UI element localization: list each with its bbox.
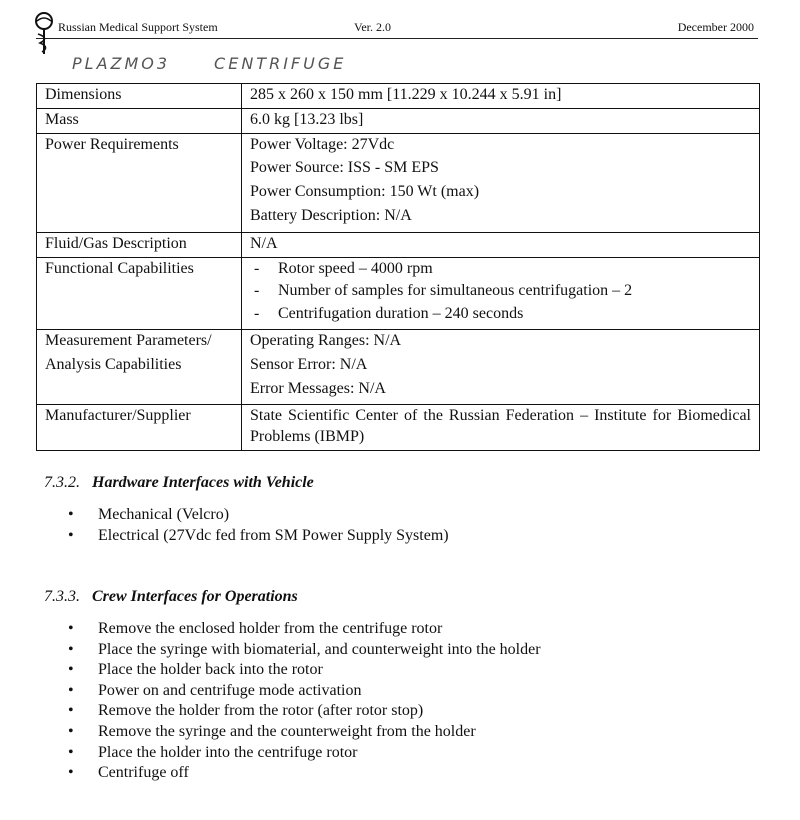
section-title: Crew Interfaces for Operations — [92, 588, 298, 605]
list-item: - Rotor speed – 4000 rpm — [250, 259, 751, 280]
battery-description: Battery Description: N/A — [250, 206, 412, 224]
row-value: N/A — [242, 232, 760, 257]
header-date: December 2000 — [677, 20, 754, 34]
row-value: 285 x 260 x 150 mm [11.229 x 10.244 x 5.91 in] — [242, 84, 760, 109]
table-row-power — [37, 133, 760, 232]
table-row-measurement — [37, 329, 760, 404]
table-row-dimensions — [37, 84, 760, 109]
error-messages: Error Messages: N/A — [250, 379, 386, 397]
list-item: • Place the holder into the centrifuge rotor — [44, 743, 541, 764]
row-label: Dimensions — [37, 84, 242, 109]
row-value: 6.0 kg [13.23 lbs] — [242, 108, 760, 133]
list-item: • Place the syringe with biomaterial, and counterweight into the holder — [44, 640, 541, 661]
list-item: - Centrifugation duration – 240 seconds — [250, 304, 751, 325]
table-row-manufacturer — [37, 405, 760, 451]
list-item: • Centrifuge off — [44, 763, 541, 784]
row-label: Manufacturer/Supplier — [37, 405, 242, 451]
section-heading-hardware-interfaces — [44, 474, 314, 492]
section-number: 7.3.3. — [44, 588, 80, 605]
row-value: State Scientific Center of the Russian Federation – Institute for Biomedical Problems (IBMP) — [242, 405, 760, 451]
page-header — [36, 16, 758, 39]
row-label: Power Requirements — [37, 133, 242, 232]
power-voltage: Power Voltage: 27Vdc — [250, 135, 395, 153]
header-version: Ver. 2.0 — [354, 20, 391, 34]
operating-ranges: Operating Ranges: N/A — [250, 331, 402, 349]
sensor-error: Sensor Error: N/A — [250, 355, 368, 373]
section-heading-crew-interfaces — [44, 588, 298, 606]
row-label — [37, 329, 242, 404]
label-line: Analysis Capabilities — [45, 355, 182, 373]
handwritten-annotation — [72, 54, 390, 73]
row-label: Fluid/Gas Description — [37, 232, 242, 257]
table-row-functional — [37, 257, 760, 329]
table-row-mass — [37, 108, 760, 133]
row-label: Functional Capabilities — [37, 257, 242, 329]
medical-caduceus-logo — [34, 10, 54, 56]
list-item: • Electrical (27Vdc fed from SM Power Supply System) — [44, 526, 449, 547]
hardware-interfaces-list — [44, 505, 449, 546]
row-value — [242, 329, 760, 404]
crew-interfaces-list — [44, 619, 541, 784]
list-item: • Mechanical (Velcro) — [44, 505, 449, 526]
list-item: • Remove the syringe and the counterweight from the holder — [44, 722, 541, 743]
handwritten-word-device: PLAZMO3 — [72, 54, 171, 73]
label-line: Measurement Parameters/ — [45, 331, 212, 349]
row-value — [242, 257, 760, 329]
power-consumption: Power Consumption: 150 Wt (max) — [250, 183, 480, 201]
list-item: • Place the holder back into the rotor — [44, 660, 541, 681]
handwritten-word-type: CENTRIFUGE — [214, 54, 347, 73]
header-document-title: Russian Medical Support System — [58, 20, 218, 34]
specification-table — [36, 83, 760, 451]
row-label: Mass — [37, 108, 242, 133]
power-source: Power Source: ISS - SM EPS — [250, 159, 439, 177]
table-row-fluid — [37, 232, 760, 257]
list-item: • Power on and centrifuge mode activation — [44, 681, 541, 702]
list-item: - Number of samples for simultaneous centrifugation – 2 — [250, 281, 751, 302]
section-number: 7.3.2. — [44, 474, 80, 491]
list-item: • Remove the holder from the rotor (after rotor stop) — [44, 701, 541, 722]
list-item: • Remove the enclosed holder from the centrifuge rotor — [44, 619, 541, 640]
section-title: Hardware Interfaces with Vehicle — [92, 474, 314, 491]
row-value — [242, 133, 760, 232]
